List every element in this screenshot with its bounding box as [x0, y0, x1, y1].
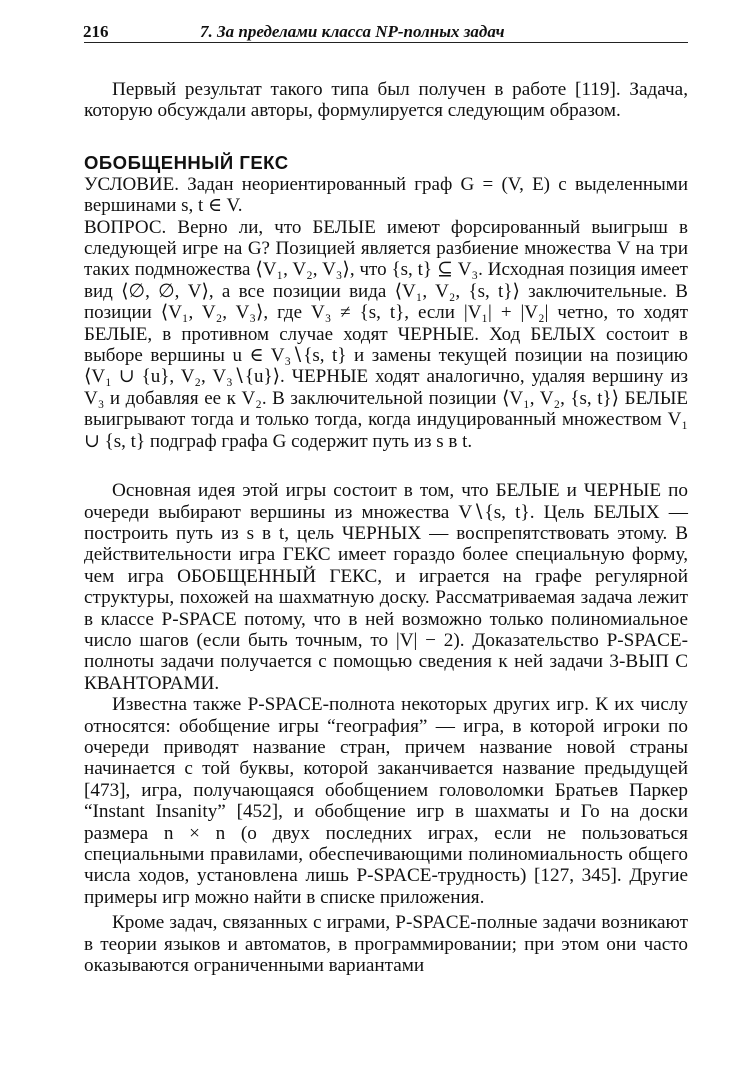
page-number: 216 [83, 22, 109, 41]
body-paragraph-1: Основная идея этой игры состоит в том, что БЕЛЫЕ и ЧЕРНЫЕ по очереди выбирают вершины из множества V∖{s, t}. Цель БЕЛЫХ — построить путь из s в t, цель ЧЕРНЫХ — воспрепятствовать этому. В действительности игра ГЕКС имеет гораздо более специальную форму, чем игра ОБОБЩЕННЫЙ ГЕКС, и играется на графе регулярной структуры, похожей на шахматную доску. Рассматриваемая задача лежит в классе P-SPACE потому, что в ней возможно только полиномиальное число шагов (если быть точным, то |V| − 2). Доказательство P-SPACE-полноты задачи получается с помощью сведения к ней задачи 3-ВЫП С КВАНТОРАМИ. [84, 480, 688, 694]
running-title: 7. За пределами класса NP-полных задач [200, 22, 505, 41]
body-paragraph-2: Известна также P-SPACE-полнота некоторых других игр. К их числу относятся: обобщение игры “география” — игра, в которой игроки по очереди приводят название стран, причем название новой страны начинается с той буквы, которой заканчивается название предыдущей [473], игра, получающаяся обобщением головоломки Братьев Паркер “Instant Insanity” [452], и обобщение игр в шахматы и Го на доски размера n × n (о двух последних играх, если не пользоваться специальными правилами, обеспечивающими полиномиальность общего числа ходов, установлена лишь P-SPACE-трудность) [127, 345]. Другие примеры игр можно найти в списке приложения. [84, 694, 688, 908]
problem-condition: УСЛОВИЕ. Задан неориентированный граф G = (V, E) с выделенными вершинами s, t ∈ V. [84, 173, 688, 217]
problem-question: ВОПРОС. Верно ли, что БЕЛЫЕ имеют форсированный выигрыш в следующей игре на G? Позицией является разбиение множества V на три таких подмножества ⟨V₁, V₂, V₃⟩, что {s, t} ⊆ V₃. Исходная позиция имеет вид ⟨∅, ∅, V⟩, а все позиции вида ⟨V₁, V₂, {s, t}⟩ заключительные. В позиции ⟨V₁, V₂, V₃⟩, где V₃ ≠ {s, t}, если |V₁| + |V₂| четно, то ходят БЕЛЫЕ, в противном случае ходят ЧЕРНЫЕ. Ход БЕЛЫХ состоит в выборе вершины u ∈ V₃∖{s, t} и замены текущей позиции на позицию ⟨V₁ ∪ {u}, V₂, V₃∖{u}⟩. ЧЕРНЫЕ ходят аналогично, удаляя вершину из V₃ и добавляя ее к V₂. В заключительной позиции ⟨V₁, V₂, {s, t}⟩ БЕЛЫЕ выигрывают тогда и только тогда, когда индуцированный множеством V₁ ∪ {s, t} подграф графа G содержит путь из s в t. [84, 216, 688, 452]
intro-paragraph: Первый результат такого типа был получен в работе [119]. Задача, которую обсуждали авторы, формулируется следующим образом. [84, 79, 688, 122]
problem-title: ОБОБЩЕННЫЙ ГЕКС [84, 151, 289, 173]
body-paragraph-3: Кроме задач, связанных с играми, P-SPACE-полные задачи возникают в теории языков и автоматов, в программировании; при этом они часто оказываются ограниченными вариантами [84, 912, 688, 977]
page-header [84, 20, 688, 43]
